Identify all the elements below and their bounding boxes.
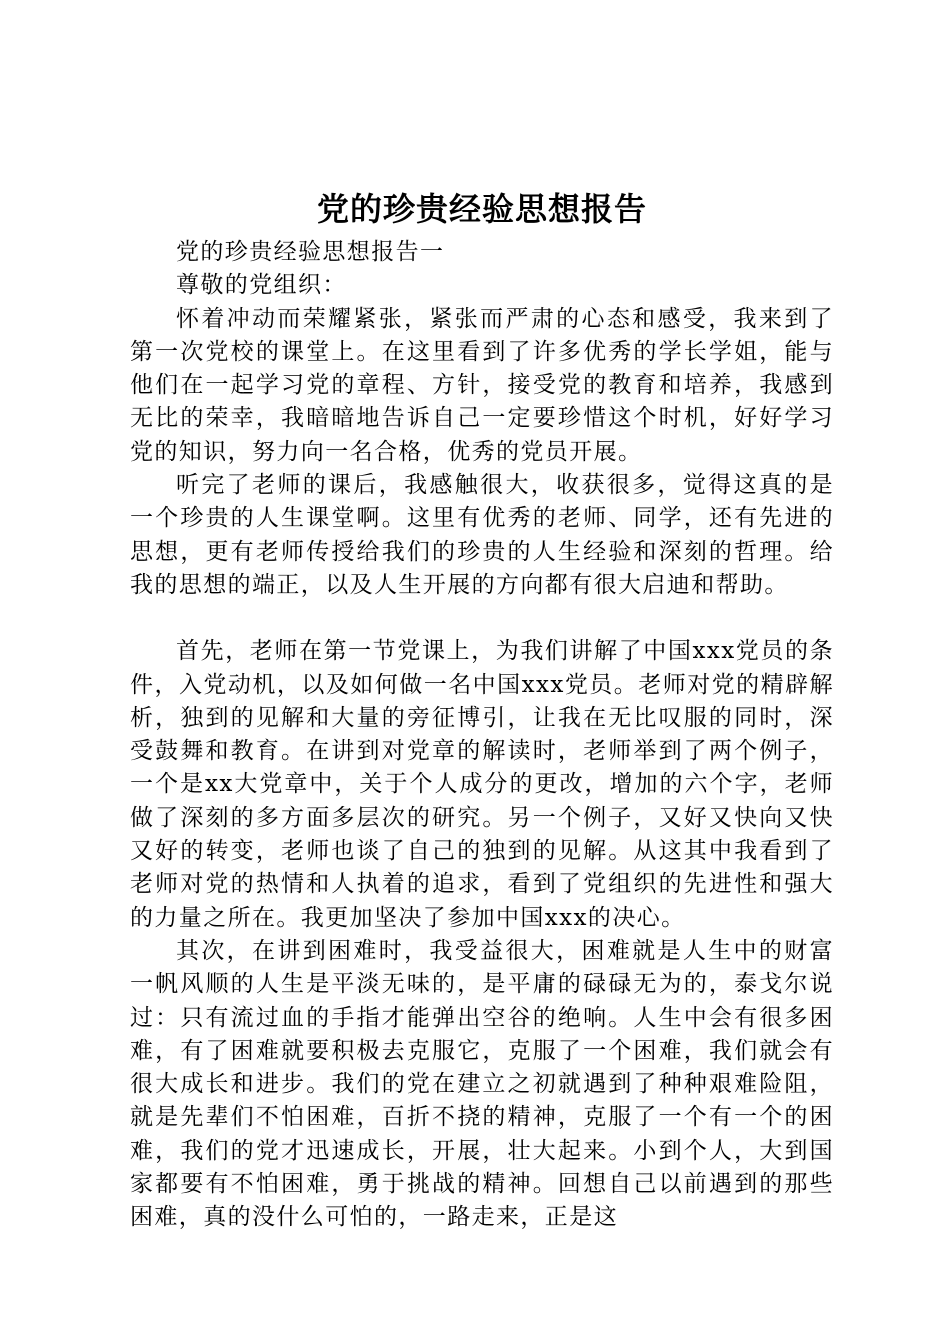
body-paragraph-2: 听完了老师的课后，我感触很大，收获很多，觉得这真的是一个珍贵的人生课堂啊。这里有优秀的老师、同学，还有先进的思想，更有老师传授给我们的珍贵的人生经验和深刻的哲理。给我的思想的端正，以及人生开展的方向都有很大启迪和帮助。 [130, 472, 834, 598]
paragraph-spacer [130, 602, 834, 635]
salutation: 尊敬的党组织： [176, 272, 347, 299]
body-paragraph-4: 其次，在讲到困难时，我受益很大，困难就是人生中的财富一帆风顺的人生是平淡无味的，是平庸的碌碌无为的，泰戈尔说过：只有流过血的手指才能弹出空谷的绝响。人生中会有很多困难，有了困难就要积极去克服它，克服了一个困难，我们就会有很大成长和进步。我们的党在建立之初就遇到了种种艰难险阻，就是先辈们不怕困难，百折不挠的精神，克服了一个有一个的困难，我们的党才迅速成长，开展，壮大起来。小到个人，大到国家都要有不怕困难，勇于挑战的精神。回想自己以前遇到的那些困难，真的没什么可怕的，一路走来，正是这 [130, 937, 834, 1231]
document-title: 党的珍贵经验思想报告 [316, 190, 647, 228]
document-page [130, 182, 834, 1235]
body-paragraph-1: 怀着冲动而荣耀紧张，紧张而严肃的心态和感受，我来到了第一次党校的课堂上。在这里看到了许多优秀的学长学姐，能与他们在一起学习党的章程、方针，接受党的教育和培养，我感到无比的荣幸，我暗暗地告诉自己一定要珍惜这个时机，好好学习党的知识，努力向一名合格，优秀的党员开展。 [130, 305, 834, 465]
body-paragraph-3: 首先，老师在第一节党课上，为我们讲解了中国xxx党员的条件，入党动机，以及如何做一名中国xxx党员。老师对党的精辟解析，独到的见解和大量的旁征博引，让我在无比叹服的同时，深受鼓舞和教育。在讲到对党章的解读时，老师举到了两个例子，一个是xx大党章中，关于个人成分的更改，增加的六个字，老师做了深刻的多方面多层次的研究。另一个例子，又好又快向又快又好的转变，老师也谈了自己的独到的见解。从这其中我看到了老师对党的热情和人执着的追求，看到了党组织的先进性和强大的力量之所在。我更加坚决了参加中国xxx的决心。 [130, 638, 834, 931]
report-subtitle: 党的珍贵经验思想报告一 [176, 239, 445, 265]
